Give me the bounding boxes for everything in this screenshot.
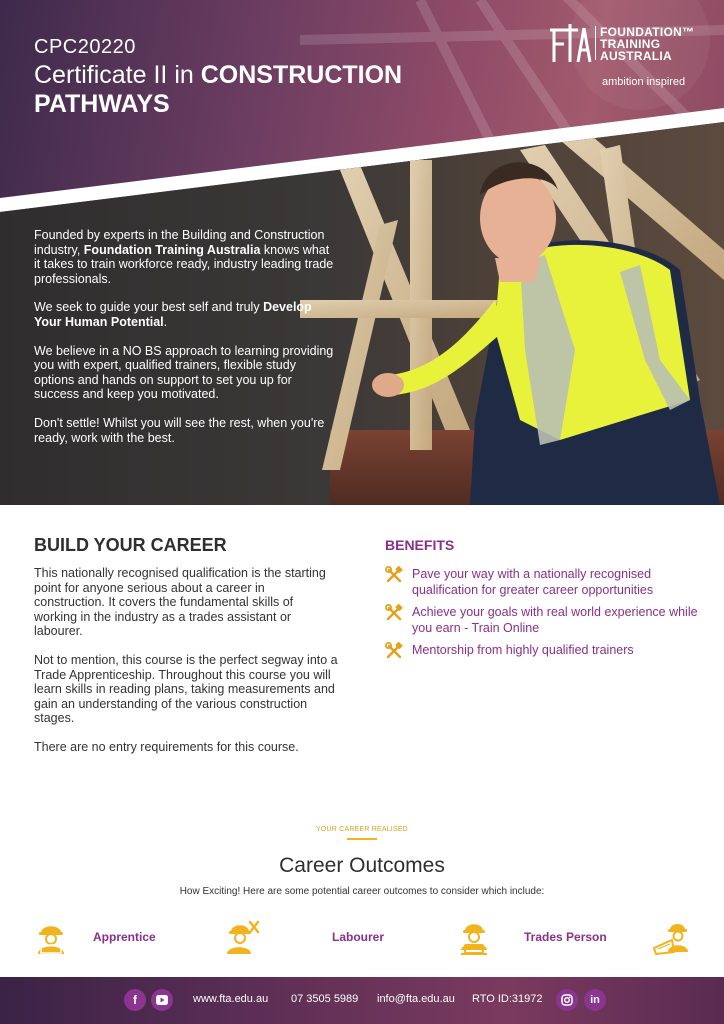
intro-p2-text: We seek to guide your best self and truly bbox=[34, 300, 264, 315]
logo-line-2: TRAINING bbox=[600, 37, 661, 51]
intro-paragraph-2 bbox=[34, 300, 334, 329]
intro-paragraph-1 bbox=[34, 228, 334, 286]
outcomes-title: Career Outcomes bbox=[279, 854, 445, 877]
hero-banner bbox=[0, 0, 724, 505]
footer-website-link[interactable]: www.fta.edu.au bbox=[193, 993, 269, 1005]
intro-p1-bold: Foundation Training Australia bbox=[83, 242, 261, 257]
outcome-label-apprentice: Apprentice bbox=[93, 930, 156, 944]
intro-p2-bold: Develop Your Human Potential bbox=[34, 300, 312, 329]
benefit-item bbox=[385, 604, 705, 636]
benefits-heading: BENEFITS bbox=[385, 537, 455, 553]
footer-rto-id: RTO ID:31972 bbox=[472, 993, 543, 1005]
instagram-glyph bbox=[561, 994, 573, 1006]
intro-p1-text: Founded by experts in the Building and Construction industry, bbox=[34, 228, 325, 257]
footer-bar bbox=[0, 977, 724, 1024]
intro-paragraph-4: Don't settle! Whilst you will see the rest, when you're ready, work with the best. bbox=[34, 415, 325, 445]
build-paragraph-2: Not to mention, this course is the perfect segway into a Trade Apprenticeship. Throughout this course you will learn skills in reading plans, taking measurements and gain an understanding of the various construction stages. bbox=[34, 652, 338, 726]
worker-laptop-icon bbox=[455, 918, 493, 956]
linkedin-icon[interactable]: in bbox=[584, 989, 606, 1011]
benefit-text-2: Achieve your goals with real world experience while you earn - Train Online bbox=[412, 605, 698, 635]
tools-icon bbox=[385, 642, 403, 660]
intro-text bbox=[34, 228, 334, 459]
footer-phone[interactable]: 07 3505 5989 bbox=[291, 993, 359, 1005]
intro-paragraph-3: We believe in a NO BS approach to learning providing you with expert, qualified trainers, flexible study options and hands on support to set you up for success and keep you motivated. bbox=[34, 343, 334, 402]
instagram-icon[interactable] bbox=[556, 989, 578, 1011]
outcome-label-trades-person: Trades Person bbox=[524, 930, 607, 944]
worker-tools-icon bbox=[223, 918, 261, 956]
kicker-underline bbox=[347, 838, 377, 840]
benefit-text-3: Mentorship from highly qualified trainers bbox=[412, 643, 634, 657]
youtube-icon[interactable] bbox=[151, 989, 173, 1011]
outcomes-subtitle: How Exciting! Here are some potential career outcomes to consider which include: bbox=[179, 886, 545, 897]
logo-wordmark bbox=[600, 26, 694, 62]
course-title-prefix: Certificate II in bbox=[34, 61, 201, 89]
build-career-heading: BUILD YOUR CAREER bbox=[34, 535, 227, 555]
course-code: CPC20220 bbox=[34, 36, 136, 58]
youtube-play-glyph bbox=[156, 995, 168, 1005]
build-paragraph-1: This nationally recognised qualification is the starting point for anyone serious about a career in construction. It covers the fundamental skills of working in the industry as a trades assistant or labourer. bbox=[34, 566, 326, 639]
intro-p1-tail: knows what it takes to train workforce ready, industry leading trade professionals. bbox=[34, 242, 334, 286]
footer-email-link[interactable]: info@fta.edu.au bbox=[377, 993, 455, 1005]
outcomes-kicker: YOUR CAREER REALISED bbox=[316, 826, 408, 833]
tools-icon bbox=[385, 604, 403, 622]
fta-logo-mark-icon bbox=[548, 24, 592, 64]
benefit-text-1: Pave your way with a nationally recognised qualification for greater career opportunities bbox=[412, 567, 654, 597]
worker-blueprint-icon bbox=[652, 918, 690, 956]
tools-icon bbox=[385, 566, 403, 584]
logo-tagline: ambition inspired bbox=[602, 76, 686, 88]
outcome-label-labourer: Labourer bbox=[332, 930, 385, 944]
build-career-text bbox=[34, 566, 339, 769]
benefits-list bbox=[385, 566, 705, 666]
benefit-item bbox=[385, 566, 705, 598]
logo-line-1: FOUNDATION™ bbox=[600, 25, 695, 39]
logo-divider bbox=[595, 26, 596, 60]
intro-p2-tail: . bbox=[163, 314, 168, 329]
facebook-icon[interactable]: f bbox=[124, 989, 146, 1011]
logo-line-3: AUSTRALIA bbox=[600, 49, 673, 63]
benefit-item bbox=[385, 642, 705, 660]
fta-logo bbox=[548, 22, 708, 92]
worker-helmet-icon bbox=[32, 918, 70, 956]
course-title-bold: CONSTRUCTION PATHWAYS bbox=[34, 61, 403, 118]
course-title bbox=[34, 61, 454, 119]
build-paragraph-3: There are no entry requirements for this course. bbox=[34, 739, 299, 754]
